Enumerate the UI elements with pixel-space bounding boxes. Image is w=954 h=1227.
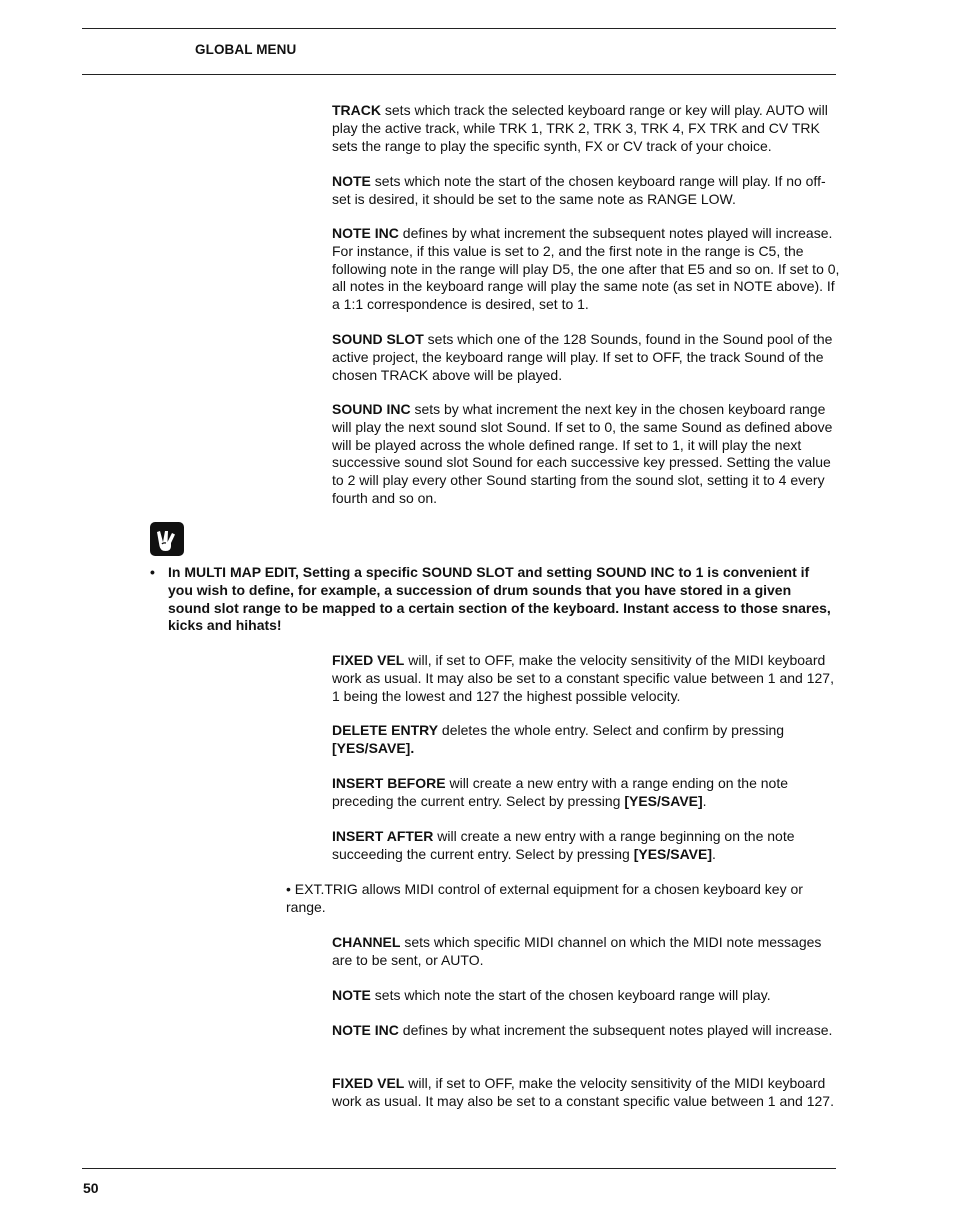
term-ext-fixed-vel: FIXED VEL	[332, 1075, 405, 1091]
paragraph-ext-fixed-vel	[332, 1075, 840, 1111]
term-note: NOTE	[332, 173, 371, 189]
footer-rule	[82, 1168, 836, 1169]
paragraph-channel	[332, 934, 840, 970]
tail-insert-after: .	[712, 845, 716, 862]
text-insert-before: will create a new entry with a range ending on the note preceding the current entry. Select by pressing	[332, 775, 789, 809]
key-yes-save: [YES/SAVE]	[624, 792, 703, 809]
paragraph-track	[332, 102, 840, 155]
paragraph-note-inc	[332, 225, 840, 314]
section-header-title: GLOBAL MENU	[195, 42, 297, 57]
paragraph-fixed-vel	[332, 652, 840, 705]
term-note-inc: NOTE INC	[332, 225, 399, 241]
text-note-inc: defines by what increment the subsequent notes played will increase. For instance, if this value is set to 2, and the first note in the range is C5, the following note in the range will play D5, the one after that E5 and so on. If set to 0, all notes in the keyboard range will play the same note (as set in NOTE above). If a 1:1 correspondence is desired, set to 1.	[332, 225, 840, 313]
term-track: TRACK	[332, 102, 381, 118]
term-insert-after: INSERT AFTER	[332, 828, 434, 844]
text-delete-entry: deletes the whole entry. Select and confirm by pressing	[438, 722, 785, 738]
paragraph-insert-before	[332, 775, 840, 811]
tail-insert-before: .	[702, 792, 707, 809]
term-ext-note: NOTE	[332, 987, 371, 1003]
paragraph-ext-note	[332, 987, 840, 1005]
paragraph-ext-note-inc	[332, 1022, 840, 1040]
term-sound-inc: SOUND INC	[332, 401, 411, 417]
hand-tip-icon	[150, 522, 184, 556]
key-yes-save: [YES/SAVE]	[633, 845, 712, 862]
key-yes-save: [YES/SAVE].	[332, 739, 415, 756]
term-delete-entry: DELETE ENTRY	[332, 722, 439, 738]
text-ext-note-inc: defines by what increment the subsequent notes played will increase.	[398, 1022, 833, 1038]
text-insert-after: will create a new entry with a range beginning on the note succeeding the current entry. Select by pressing	[332, 828, 795, 862]
text-sound-inc: sets by what increment the next key in the chosen keyboard range will play the next sound slot Sound. If set to 0, the same Sound as defined above will be played across the whole defined range. If set to 1, it will play the next successive sound slot Sound for each successive key pressed. Setting the value to 2 will play every other Sound starting from the sound slot, setting it to 4 every fourth and so on.	[332, 401, 833, 506]
paragraph-insert-after	[332, 828, 840, 864]
header-bottom-rule	[82, 74, 836, 75]
page-number: 50	[83, 1180, 99, 1196]
tip-bullet: •	[150, 564, 155, 580]
text-ext-note: sets which note the start of the chosen keyboard range will play.	[370, 987, 771, 1003]
text-ext-fixed-vel: will, if set to OFF, make the velocity sensitivity of the MIDI keyboard work as usual. It may also be set to a constant specific value between 1 and 127.	[332, 1075, 834, 1109]
header-top-rule	[82, 28, 836, 29]
paragraph-ext-trig: • EXT.TRIG allows MIDI control of external equipment for a chosen keyboard key or range.	[286, 881, 803, 915]
paragraph-sound-inc	[332, 401, 840, 508]
term-ext-note-inc: NOTE INC	[332, 1022, 399, 1038]
text-channel: sets which specific MIDI channel on which the MIDI note messages are to be sent, or AUTO.	[332, 934, 822, 968]
term-sound-slot: SOUND SLOT	[332, 331, 424, 347]
paragraph-sound-slot	[332, 331, 840, 384]
paragraph-note	[332, 173, 840, 209]
text-note: sets which note the start of the chosen keyboard range will play. If no off-set is desired, it should be set to the same note as RANGE LOW.	[332, 173, 826, 207]
term-channel: CHANNEL	[332, 934, 401, 950]
text-sound-slot: sets which one of the 128 Sounds, found in the Sound pool of the active project, the keyboard range will play. If set to OFF, the track Sound of the chosen TRACK above will be played.	[332, 331, 833, 383]
tip-text: In MULTI MAP EDIT, Setting a specific SOUND SLOT and setting SOUND INC to 1 is convenient if you wish to define, for example, a succession of drum sounds that you have stored in a given sound slot range to be mapped to a certain section of the keyboard. Instant access to those snares, kicks and hihats!	[168, 564, 831, 634]
term-fixed-vel: FIXED VEL	[332, 652, 405, 668]
term-insert-before: INSERT BEFORE	[332, 775, 446, 791]
text-track: sets which track the selected keyboard range or key will play. AUTO will play the active track, while TRK 1, TRK 2, TRK 3, TRK 4, FX TRK and CV TRK sets the range to play the specific synth, FX or CV track of your choice.	[332, 102, 828, 154]
text-fixed-vel: will, if set to OFF, make the velocity sensitivity of the MIDI keyboard work as usual. It may also be set to a constant specific value between 1 and 127, 1 being the lowest and 127 the highest possible velocity.	[332, 652, 834, 704]
paragraph-delete-entry	[332, 722, 840, 758]
